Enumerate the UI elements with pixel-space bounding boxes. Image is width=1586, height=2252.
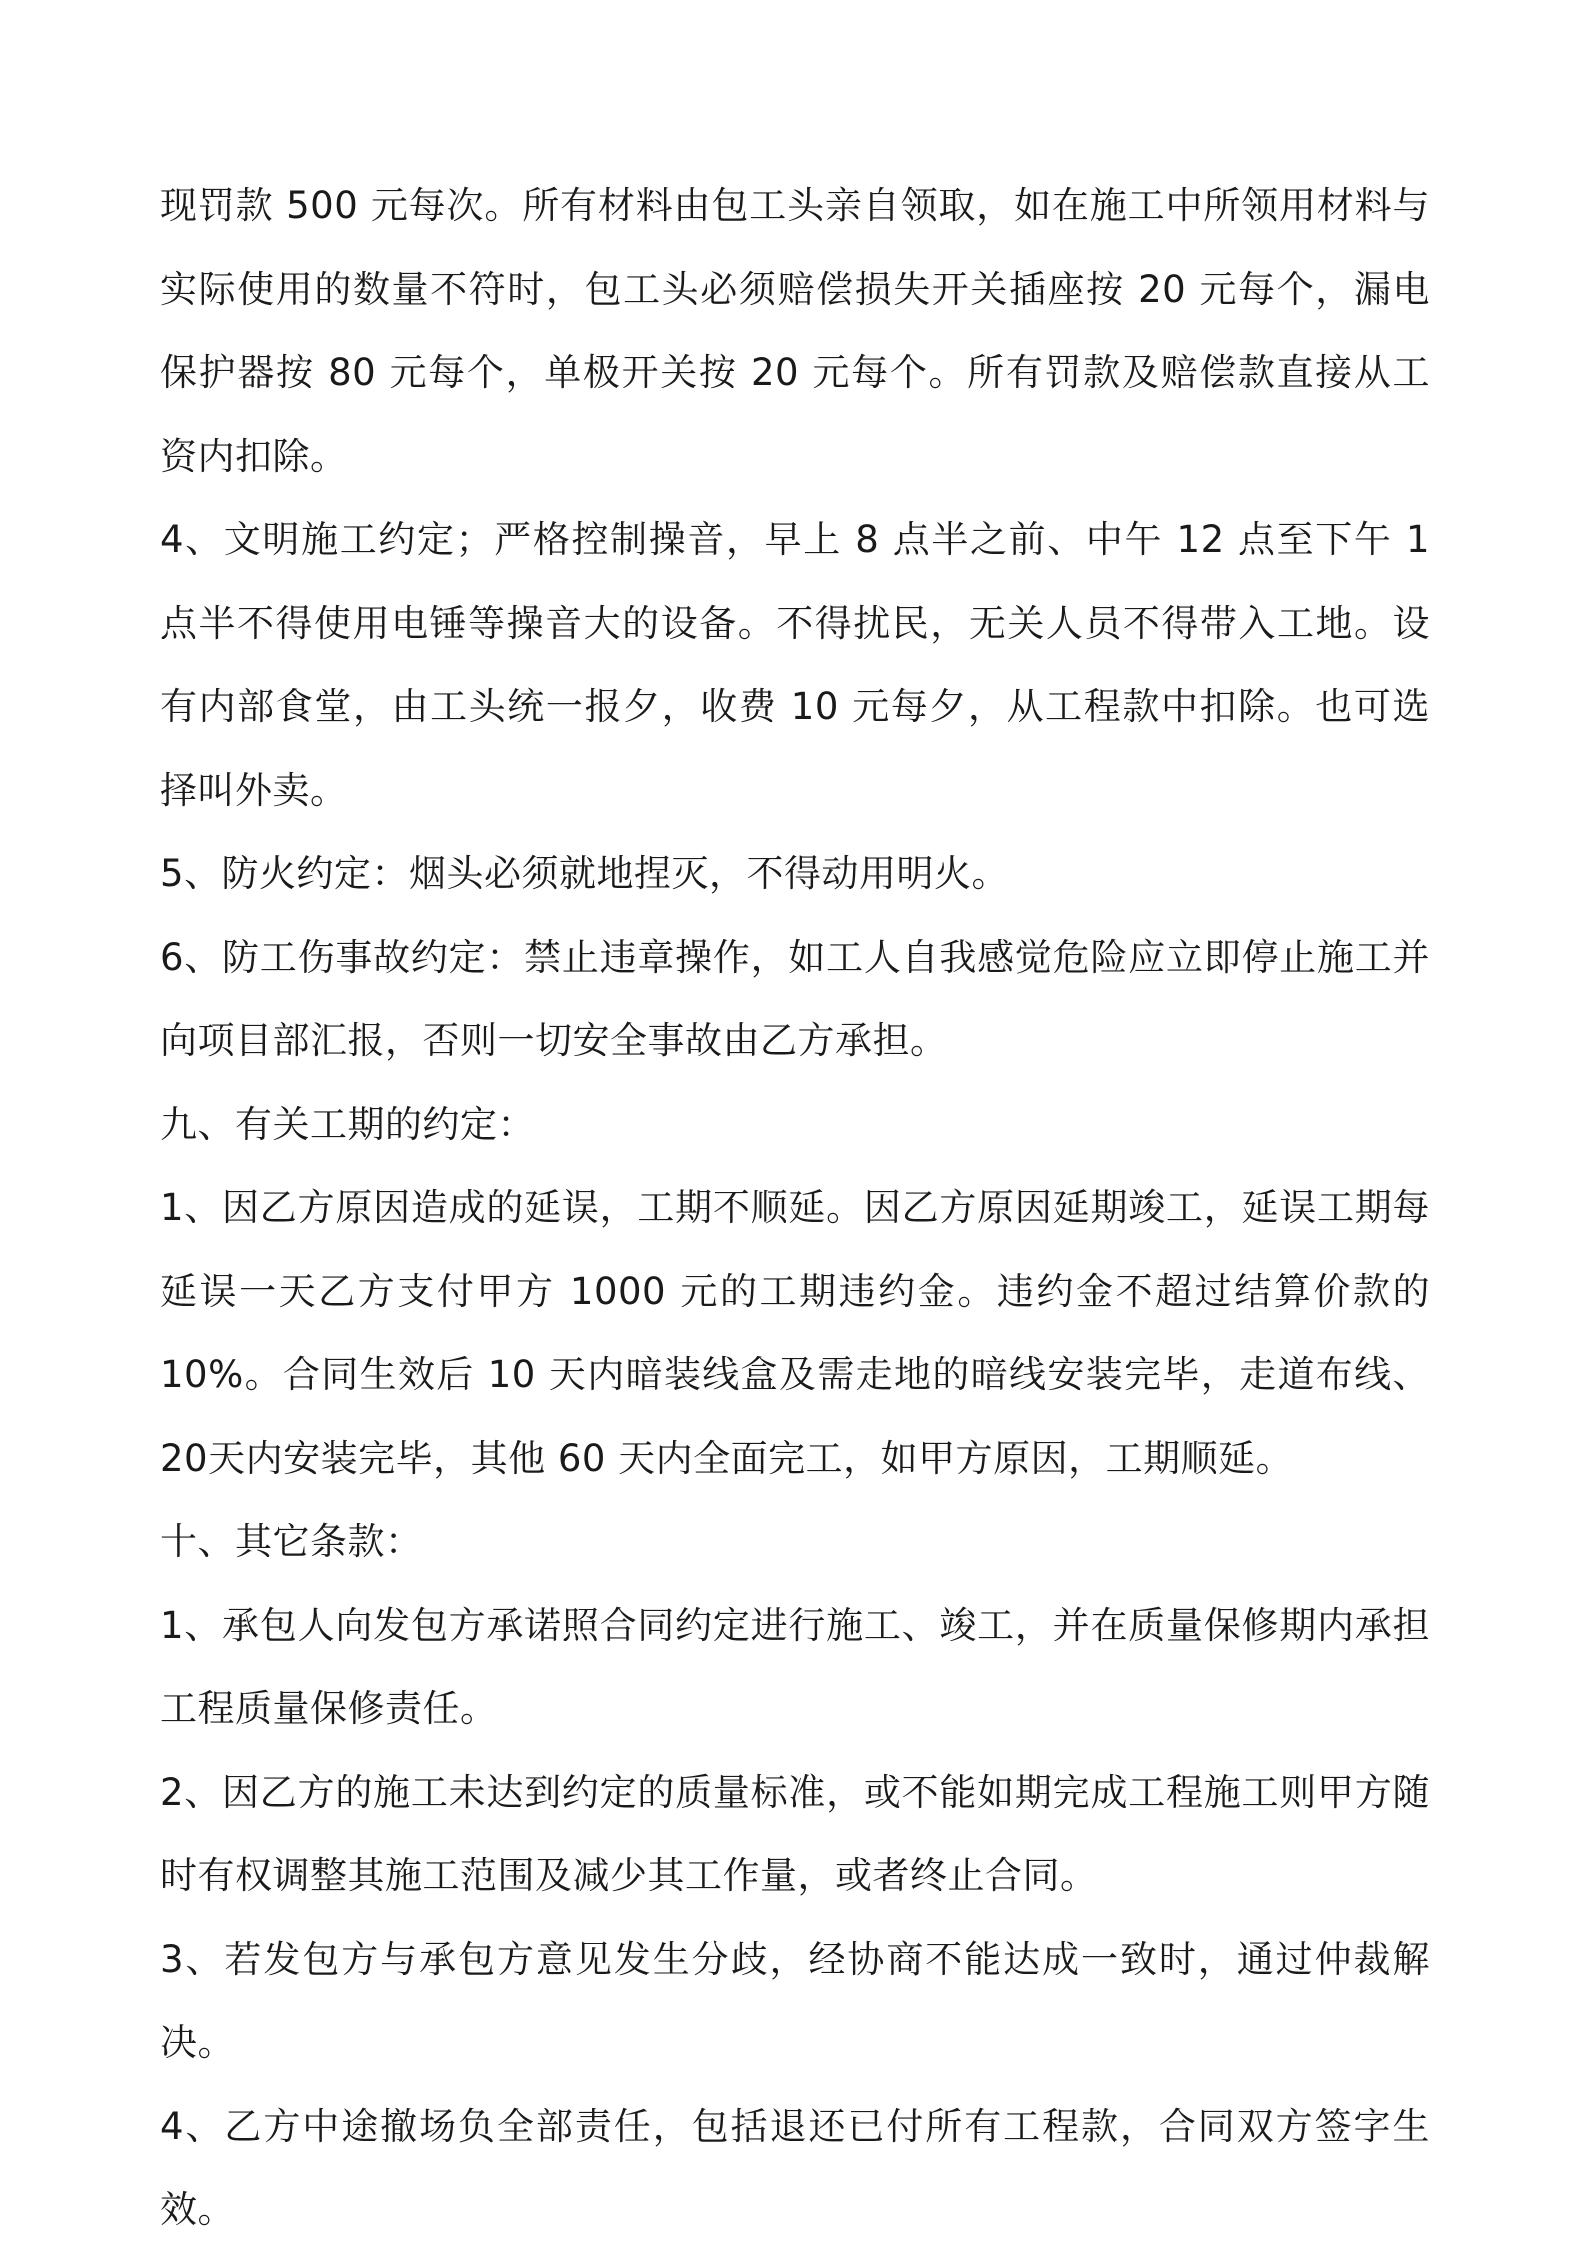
paragraph-penalty-materials: 现罚款 500 元每次。所有材料由包工头亲自领取，如在施工中所领用材料与实际使用的数量不符时，包工头必须赔偿损失开关插座按 20 元每个，漏电保护器按 80 元每个，单极开关按 20 元每个。所有罚款及赔偿款直接从工资内扣除。: [160, 184, 1430, 478]
paragraph-civilized-construction: 4、文明施工约定；严格控制操音，早上 8 点半之前、中午 12 点至下午 1 点半不得使用电锤等操音大的设备。不得扰民，无关人员不得带入工地。设有内部食堂，由工头统一报夕，收费 10 元每夕，从工程款中扣除。也可选择叫外卖。: [160, 518, 1430, 812]
paragraph-schedule-delay: 1、因乙方原因造成的延误，工期不顺延。因乙方原因延期竣工，延误工期每延误一天乙方支付甲方 1000 元的工期违约金。违约金不超过结算价款的10%。合同生效后 10 天内暗装线盒及需走地的暗线安装完毕，走道布线、20天内安装完毕，其他 60 天内全面完工，如甲方原因，工期顺延。: [160, 1186, 1430, 1480]
section-heading-other-terms: 十、其它条款：: [160, 1520, 423, 1563]
document-body: [160, 164, 1430, 2252]
paragraph-quality-standard: 2、因乙方的施工未达到约定的质量标准，或不能如期完成工程施工则甲方随时有权调整其施工范围及减少其工作量，或者终止合同。: [160, 1770, 1430, 1897]
section-heading-schedule: 九、有关工期的约定：: [160, 1102, 535, 1146]
paragraph-fire-prevention: 5、防火约定：烟头必须就地捏灭，不得动用明火。: [160, 852, 1010, 895]
paragraph-injury-prevention: 6、防工伤事故约定：禁止违章操作，如工人自我感觉危险应立即停止施工并向项目部汇报，否则一切安全事故由乙方承担。: [160, 935, 1430, 1062]
paragraph-withdrawal-liability: 4、乙方中途撤场负全部责任，包括退还已付所有工程款，合同双方签字生效。: [160, 2104, 1430, 2231]
paragraph-dispute-resolution: 3、若发包方与承包方意见发生分歧，经协商不能达成一致时，通过仲裁解决。: [160, 1937, 1430, 2064]
paragraph-warranty: 1、承包人向发包方承诺照合同约定进行施工、竣工，并在质量保修期内承担工程质量保修责任。: [160, 1603, 1430, 1730]
